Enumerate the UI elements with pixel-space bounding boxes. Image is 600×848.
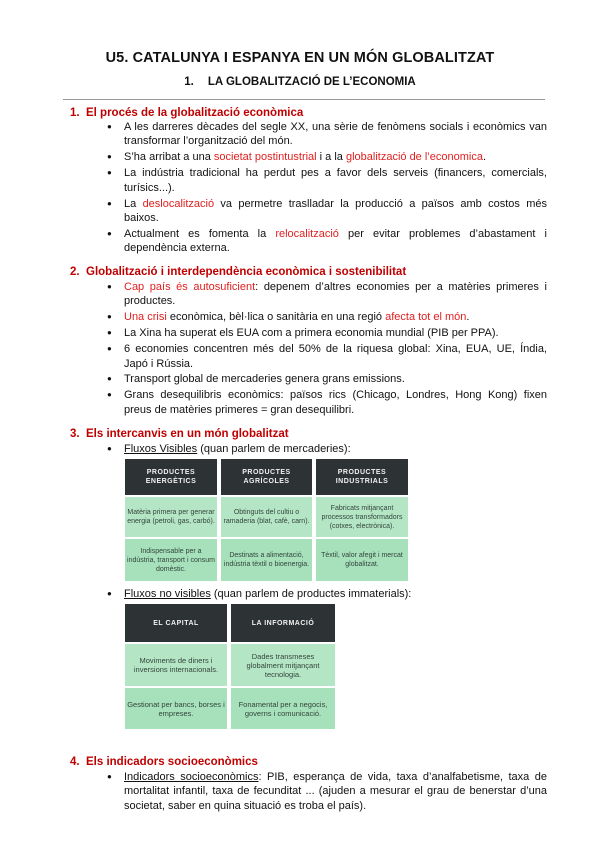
section-3-invisible-item	[107, 587, 547, 603]
list-item: ● La deslocalització va permetre traslladar la producció a països amb costos més baixos.	[107, 197, 547, 226]
table-header: LA INFORMACIÓ	[231, 604, 335, 642]
page-title: U5. CATALUNYA I ESPANYA EN UN MÓN GLOBALITZAT	[105, 50, 495, 66]
table-cell: Obtinguts del cultiu o ramaderia (blat, cafè, carn).	[221, 497, 312, 537]
list-item: ● S’ha arribat a una societat postintustrial i a la globalització de l’economica.	[107, 150, 547, 164]
list-item: ● Una crisi econòmica, bèl·lica o sanitària en una regió afecta tot el món.	[107, 310, 547, 324]
page-subtitle	[0, 76, 600, 88]
section-heading-3: 3. Els intercanvis en un món globalitzat	[70, 428, 289, 440]
invisible-flows-table	[125, 604, 335, 729]
section-1-list	[107, 120, 547, 257]
list-item: ● La Xina ha superat els EUA com a primera economia mundial (PIB per PPA).	[107, 326, 547, 340]
subtitle-number: 1.	[184, 76, 194, 88]
table-cell: Destinats a alimentació, indústria tèxtil o bioenergia.	[221, 539, 312, 581]
table-header: PRODUCTES INDUSTRIALS	[316, 459, 408, 495]
list-item: ● Indicadors socioeconòmics: PIB, esperança de vida, taxa d’analfabetisme, taxa de mortalitat infantil, taxa de fecunditat ... (ajuden a mesurar el grau de benerstar d’una societat, saber en quina situació es troba el país).	[107, 770, 547, 813]
subtitle-text: LA GLOBALITZACIÓ DE L’ECONOMIA	[207, 76, 416, 88]
section-heading-4: 4. Els indicadors socioeconòmics	[70, 756, 258, 768]
table-cell: Gestionat per bancs, borses i empreses.	[125, 688, 227, 729]
table-header: PRODUCTES AGRÍCOLES	[221, 459, 312, 495]
section-4-list	[107, 770, 547, 815]
table-cell: Fabricats mitjançant processos transformadors (cotxes, electrònica).	[316, 497, 408, 537]
table-cell: Fonamental per a negocis, governs i comunicació.	[231, 688, 335, 729]
section-heading-1: 1. El procés de la globalització econòmica	[70, 107, 304, 119]
list-item: ● 6 economies concentren més del 50% de la riquesa global: Xina, EUA, UE, Índia, Japó i Rússia.	[107, 342, 547, 371]
table-cell: Moviments de diners i inversions internacionals.	[125, 644, 227, 686]
list-item: ● Grans desequilibris econòmics: països rics (Chicago, Londres, Hong Kong) fixen preus de matèries primeres = gran desequilibri.	[107, 388, 547, 417]
list-item: ● Transport global de mercaderies genera grans emissions.	[107, 372, 547, 386]
section-heading-2: 2. Globalització i interdependència econòmica i sostenibilitat	[70, 266, 407, 278]
section-3-visible-item	[107, 442, 547, 458]
table-cell: Dades transmeses globalment mitjançant tecnologia.	[231, 644, 335, 686]
table-header: EL CAPITAL	[125, 604, 227, 642]
list-item: ● Fluxos Visibles (quan parlem de mercaderies):	[107, 442, 547, 456]
table-cell: Matèria primera per generar energia (petroli, gas, carbó).	[125, 497, 217, 537]
title-divider	[63, 99, 545, 100]
list-item: ● A les darreres dècades del segle XX, una sèrie de fenòmens socials i econòmics van transformar l’organització del món.	[107, 120, 547, 149]
list-item: ● Cap país és autosuficient: depenem d’altres economies per a matèries primeres i productes.	[107, 280, 547, 309]
list-item: ● Actualment es fomenta la relocalització per evitar problemes d’abastament i dependència externa.	[107, 227, 547, 256]
table-cell: Indispensable per a indústria, transport i consum domèstic.	[125, 539, 217, 581]
list-item: ● La indústria tradicional ha perdut pes a favor dels serveis (financers, comercials, turísics...).	[107, 166, 547, 195]
table-cell: Tèxtil, valor afegit i mercat globalitzat.	[316, 539, 408, 581]
table-header: PRODUCTES ENERGÈTICS	[125, 459, 217, 495]
section-2-list	[107, 280, 547, 419]
visible-flows-table	[125, 459, 408, 581]
list-item: ● Fluxos no visibles (quan parlem de productes immaterials):	[107, 587, 547, 601]
